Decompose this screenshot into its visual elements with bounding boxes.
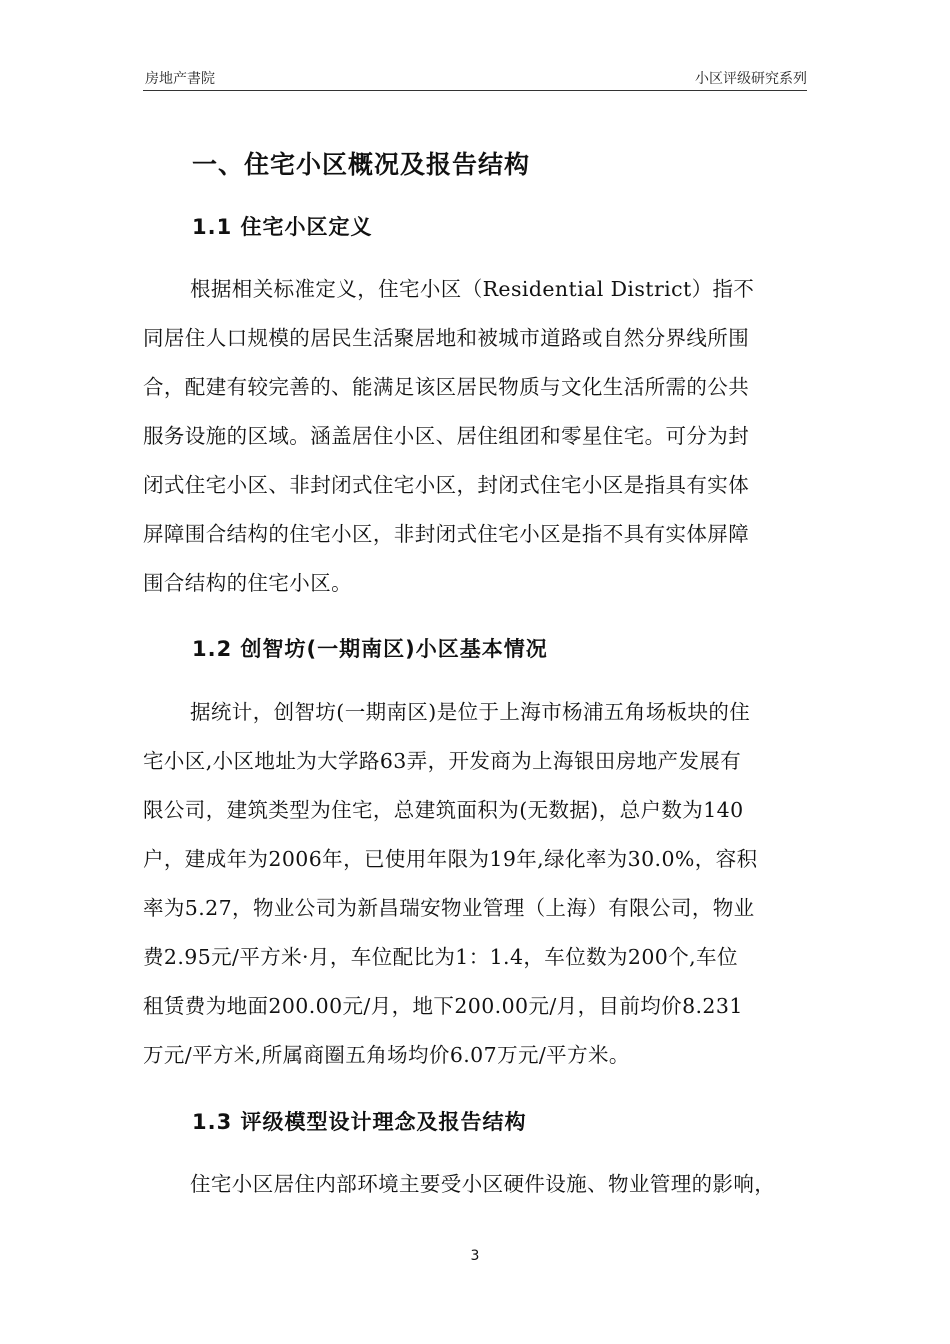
section-title: 一、住宅小区概况及报告结构 (192, 150, 531, 179)
text-line: 闭式住宅小区、非封闭式住宅小区，封闭式住宅小区是指具有实体 (143, 473, 750, 497)
text-line: 户，建成年为2006年，已使用年限为19年,绿化率为30.0%，容积 (143, 847, 758, 871)
paragraph-definition (143, 265, 807, 608)
text-line: 率为5.27，物业公司为新昌瑞安物业管理（上海）有限公司，物业 (143, 896, 755, 920)
paragraph-basic-info (143, 688, 807, 1080)
text-line: 合，配建有较完善的、能满足该区居民物质与文化生活所需的公共 (143, 375, 750, 399)
text-line: 屏障围合结构的住宅小区，非封闭式住宅小区是指不具有实体屏障 (143, 522, 750, 546)
page-number: 3 (470, 1248, 480, 1264)
text-line: 宅小区,小区地址为大学路63弄，开发商为上海银田房地产发展有 (143, 749, 742, 773)
text-line: 根据相关标准定义，住宅小区（Residential District）指不 (190, 277, 755, 301)
subsection-title-1-3: 1.3 评级模型设计理念及报告结构 (192, 1110, 527, 1134)
text-line: 围合结构的住宅小区。 (143, 571, 352, 595)
text-line: 同居住人口规模的居民生活聚居地和被城市道路或自然分界线所围 (143, 326, 750, 350)
text-line: 万元/平方米,所属商圈五角场均价6.07万元/平方米。 (143, 1043, 630, 1067)
header-divider (143, 90, 807, 91)
header-right-title: 小区评级研究系列 (695, 71, 807, 87)
text-line: 住宅小区居住内部环境主要受小区硬件设施、物业管理的影响， (190, 1172, 776, 1196)
text-line: 限公司，建筑类型为住宅，总建筑面积为(无数据)，总户数为140 (143, 798, 744, 822)
text-line: 据统计，创智坊(一期南区)是位于上海市杨浦五角场板块的住 (190, 700, 751, 724)
subsection-title-1-1: 1.1 住宅小区定义 (192, 215, 373, 239)
text-line: 费2.95元/平方米·月，车位配比为1：1.4，车位数为200个,车位 (143, 945, 738, 969)
subsection-title-1-2: 1.2 创智坊(一期南区)小区基本情况 (192, 637, 548, 661)
header-left-title: 房地产書院 (145, 71, 215, 87)
text-line: 服务设施的区域。涵盖居住小区、居住组团和零星住宅。可分为封 (143, 424, 750, 448)
text-line: 租赁费为地面200.00元/月，地下200.00元/月，目前均价8.231 (143, 994, 743, 1018)
paragraph-model-design (143, 1160, 807, 1209)
